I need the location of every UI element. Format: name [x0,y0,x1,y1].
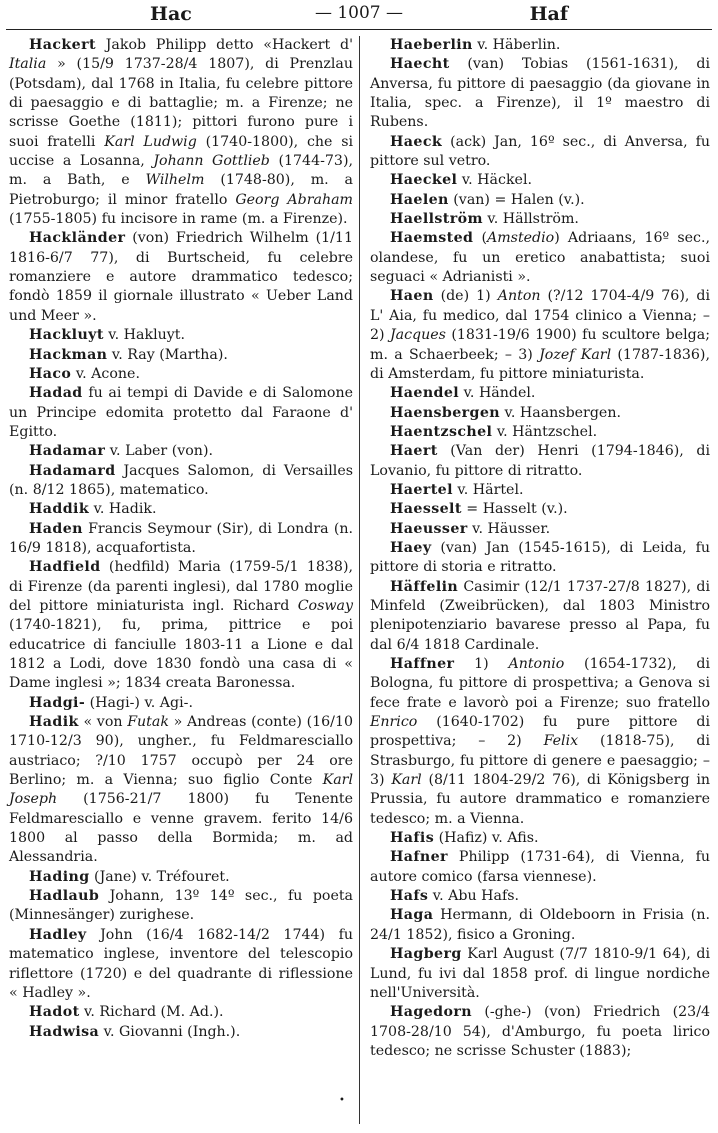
entry-text: » (15/9 1737-28/4 1807), di Prenzlau (Potsdam), dal 1768 in Italia, fu celebre pittore di paesaggio e di battaglie; m. a Firenze; ne scrisse Goethe (1811); pittori furono pure i suoi fratelli [9,56,353,150]
dictionary-entry [370,210,710,229]
entry-headword: Haeberlin [390,37,473,53]
margin-mark: • [339,1095,345,1106]
entry-italic-name: Jacques [389,327,446,344]
entry-text: Karl August (7/7 1810-9/1 64), di Lund, fu ivi dal 1858 prof. di lingue nordiche nell'Università. [370,946,710,1001]
entry-headword: Hadik [29,714,79,731]
entry-headword: Haffner [390,656,455,672]
entry-headword: Haen [390,288,434,305]
entry-text: (Hafiz) v. Afis. [434,830,539,847]
dictionary-entry [370,191,710,210]
entry-text: v. Haansbergen. [500,404,621,421]
dictionary-entry [9,229,353,326]
entry-text: = Hasselt (v.). [461,501,568,518]
column-divider [359,36,360,1124]
entry-text: (hedfild) Maria (1759-5/1 1838), di Firenze (da parenti inglesi), dal 1780 moglie del pittore miniaturista ingl. Richard [9,559,353,614]
dictionary-entry [370,655,710,829]
entry-text: John (16/4 1682-14/2 1744) fu matematico inglese, inventore del telescopio riflettore (1720) e del quadrante di riflessione « Hadley ». [9,926,353,1001]
entry-italic-name: Wilhelm [145,172,205,189]
entry-italic-name: Italia [9,56,47,73]
entry-text: v. Hällström. [482,211,579,228]
dictionary-entry [9,868,353,887]
dictionary-entry [370,423,710,442]
entry-italic-name: Anton [497,288,541,305]
entry-headword: Hading [29,868,90,885]
dictionary-entry [370,520,710,539]
dictionary-entry [370,848,710,887]
left-column [9,36,353,1042]
dictionary-entry [370,906,710,945]
entry-text: v. Acone. [71,365,140,382]
entry-text: (1755-1805) fu incisore in rame (m. a Firenze). [9,211,348,228]
entry-text: (1640-1702) fu pure pittore di prospettiva; – 2) [370,714,710,750]
entry-text: (1740-1800), che si uccise a Losanna, [9,133,354,170]
entry-headword: Hagberg [390,946,462,963]
entry-headword: Haert [390,443,438,460]
entry-text: (ack) Jan, 16º sec., di Anversa, fu pittore sul vetro. [370,133,710,170]
entry-text: v. Häckel. [457,172,532,189]
entry-text: (8/11 1804-29/2 76), di Königsberg in Prussia, fu autore drammatico e romanziere tedesco; m. a Vienna. [370,772,710,827]
entry-headword: Hadley [29,926,87,943]
dictionary-entry [370,945,710,1003]
entry-headword: Haentzschel [390,423,493,440]
entry-text: v. Hadik. [89,501,157,518]
entry-text: (?/12 1704-4/9 76), di L' Aia, fu medico, dal 1754 clinico a Vienna; – 2) [370,288,711,344]
entry-headword: Haeusser [390,520,468,537]
entry-headword: Hagedorn [390,1004,472,1021]
dictionary-entry [9,1023,353,1042]
entry-headword: Hafis [390,830,435,847]
entry-headword: Hadfield [29,559,101,576]
entry-headword: Häffelin [390,578,459,595]
entry-text: Jakob Philipp detto «Hackert d' [95,37,353,53]
entry-text: 1) [454,656,509,672]
entry-headword: Hackluyt [29,327,104,344]
dictionary-entry [370,1003,710,1061]
entry-text: (van) Jan (1545-1615), di Leida, fu pittore di storia e ritratto. [370,539,710,576]
entry-headword: Hackländer [29,230,126,247]
entry-text: (Van der) Henri (1794-1846), di Lovanio, fu pittore di ritratto. [370,443,710,479]
dictionary-entry [9,694,353,713]
entry-italic-name: Jozef Karl [539,346,612,363]
entry-headword: Haellström [390,211,483,228]
dictionary-entry [370,887,710,906]
entry-headword: Haecht [390,56,450,73]
dictionary-entry [370,384,710,403]
entry-italic-name: Amstedio [486,230,555,247]
dictionary-entry [9,462,353,501]
entry-headword: Hadad [29,385,83,402]
entry-italic-name: Georg Abraham [235,191,353,208]
dictionary-entry [9,713,353,868]
entry-italic-name: Enrico [370,714,418,731]
dictionary-entry [370,36,710,55]
entry-text: v. Häusser. [467,520,551,537]
dictionary-entry [9,36,353,229]
entry-text: v. Härtel. [452,481,524,498]
entry-text: (von) Friedrich Wilhelm (1/11 1816-6/7 77), di Burtscheid, fu celebre romanziere e autore drammatico tedesco; fondò 1859 il giornale illustrato « Ueber Land und Meer ». [9,230,353,324]
dictionary-entry [370,287,710,384]
entry-italic-name: Felix [543,733,579,750]
entry-text: (-ghe-) (von) Friedrich (23/4 1708-28/10 54), d'Amburgo, fu poeta lirico tedesco; ne scrisse Schuster (1883); [370,1004,710,1059]
entry-italic-name: Karl Joseph [9,772,353,808]
dictionary-entry [9,500,353,519]
dictionary-entry [9,326,353,345]
entry-text: (de) 1) [433,288,498,305]
dictionary-entry [370,133,710,172]
entry-headword: Hadot [29,1004,80,1021]
entry-text: (1818-75), di Strasburgo, fu pittore di genere e paesaggio; – 3) [370,733,710,789]
entry-text: « von [78,714,128,731]
entry-headword: Hadlaub [29,888,100,905]
dictionary-entry [9,887,353,926]
entry-text: Casimir (12/1 1737-27/8 1827), di Minfeld (Zweibrücken), dal 1803 Ministro plenipotenziario bavarese presso al Papa, fu dal 6/4 1818 Cardinale. [370,578,710,653]
dictionary-entry [9,365,353,384]
entry-headword: Haeck [390,133,443,150]
entry-headword: Haemsted [390,230,474,247]
entry-text: ) Adriaans, 16º sec., olandese, fu un eretico anabattista; suoi seguaci « Adrianisti ». [370,230,710,286]
header-rule [6,29,712,30]
entry-text: (1831-19/6 1900) fu scultore belga; m. a Schaerbeek; – 3) [370,327,710,363]
entry-text: Francis Seymour (Sir), di Londra (n. 16/9 1818), acquafortista. [9,520,353,556]
page-number: — 1007 — [314,3,404,23]
entry-text: (Jane) v. Tréfouret. [89,868,230,885]
entry-text: fu ai tempi di Davide e di Salomone un Principe edomita protetto dal Faraone d' Egitto. [9,385,353,440]
entry-text: (1787-1836), di Amsterdam, fu pittore miniaturista. [370,346,710,382]
entry-text: v. Giovanni (Ingh.). [99,1023,241,1040]
entry-italic-name: Antonio [508,656,565,672]
entry-headword: Haelen [390,191,449,208]
entry-headword: Hadamard [29,462,116,479]
dictionary-entry [370,55,710,132]
entry-headword: Hafs [390,888,429,905]
dictionary-entry [370,829,710,848]
entry-headword: Hackert [29,37,96,53]
running-head-left: Hac [150,3,192,25]
entry-text: (1740-1821), fu, prima, pittrice e poi educatrice di fanciulle 1803-11 a Lione e dal 1812 a Lodi, dove 1830 fondò una casa di « Dame inglesi »; 1834 creata Baronessa. [9,617,353,692]
entry-headword: Haga [390,907,434,924]
dictionary-entry [9,926,353,1003]
entry-headword: Hadgi- [29,694,86,711]
entry-headword: Haertel [390,481,453,498]
dictionary-entry [370,578,710,655]
entry-italic-name: Karl [391,772,422,789]
entry-headword: Hafner [390,849,448,866]
entry-text: (van) Tobias (1561-1631), di Anversa, fu pittore di paesaggio (da giovane in Italia, spec. a Firenze), il 1º maestro di Rubens. [370,56,710,131]
dictionary-entry [9,1003,353,1022]
dictionary-entry [9,520,353,559]
page-header [0,0,718,30]
entry-text: v. Richard (M. Ad.). [79,1004,224,1021]
entry-text: » Andreas (conte) (16/10 1710-12/3 90), ungher., fu Feldmaresciallo austriaco; ?/10 1757 occupò per 24 ore Berlino; m. a Vienna; suo figlio Conte [9,714,353,789]
dictionary-entry [370,500,710,519]
dictionary-entry [9,384,353,442]
dictionary-entry [370,539,710,578]
entry-headword: Haendel [390,385,460,402]
running-head-right: Haf [529,3,568,25]
dictionary-entry [9,558,353,693]
entry-text: (van) = Halen (v.). [448,191,585,208]
dictionary-entry [9,442,353,461]
entry-italic-name: Cosway [297,597,353,614]
entry-headword: Haddik [29,501,90,518]
dictionary-entry [370,171,710,190]
entry-text: (1748-80), m. a Pietroburgo; il minor fratello [9,172,354,208]
entry-text: v. Laber (von). [105,443,213,460]
entry-text: ( [473,230,487,247]
entry-text: (1756-21/7 1800) fu Tenente Feldmaresciallo e venne gravem. ferito 14/6 1800 al passo della Bormida; m. ad Alessandria. [9,791,353,866]
dictionary-entry [370,442,710,481]
entry-headword: Haco [29,365,72,382]
dictionary-entry [9,346,353,365]
entry-headword: Haeckel [390,172,458,189]
entry-text: v. Abu Hafs. [428,888,520,905]
entry-text: v. Händel. [459,385,536,402]
entry-text: v. Hakluyt. [103,327,185,344]
entry-headword: Haden [29,520,83,537]
entry-headword: Haensbergen [390,404,501,421]
entry-text: v. Häntzschel. [492,423,598,440]
entry-headword: Hadamar [29,443,106,460]
entry-italic-name: Karl Ludwig [104,133,197,150]
entry-headword: Haey [390,539,432,556]
entry-headword: Hadwisa [29,1023,100,1040]
dictionary-entry [370,404,710,423]
entry-text: v. Ray (Martha). [107,346,228,363]
entry-italic-name: Johann Gottlieb [153,153,270,170]
entry-italic-name: Futak [127,714,169,731]
dictionary-entry [370,229,710,287]
entry-text: Philipp (1731-64), di Vienna, fu autore comico (farsa viennese). [370,849,710,885]
dictionary-entry [370,481,710,500]
entry-headword: Hackman [29,346,108,363]
entry-text: Johann, 13º 14º sec., fu poeta (Minnesänger) zurighese. [9,888,353,924]
right-column [370,36,710,1061]
entry-text: v. Häberlin. [472,37,561,53]
entry-text: (Hagi-) v. Agi-. [85,694,193,711]
entry-text: Hermann, di Oldeboorn in Frisia (n. 24/1 1852), fisico a Groning. [370,907,710,943]
entry-text: (1744-73), m. a Bath, e [9,153,353,189]
entry-text: Jacques Salomon, di Versailles (n. 8/12 1865), matematico. [9,462,353,498]
entry-text: (1654-1732), di Bologna, fu pittore di prospettiva; a Genova si fece frate e lavorò poi a Firenze; suo fratello [370,656,710,711]
entry-headword: Haesselt [390,501,462,518]
